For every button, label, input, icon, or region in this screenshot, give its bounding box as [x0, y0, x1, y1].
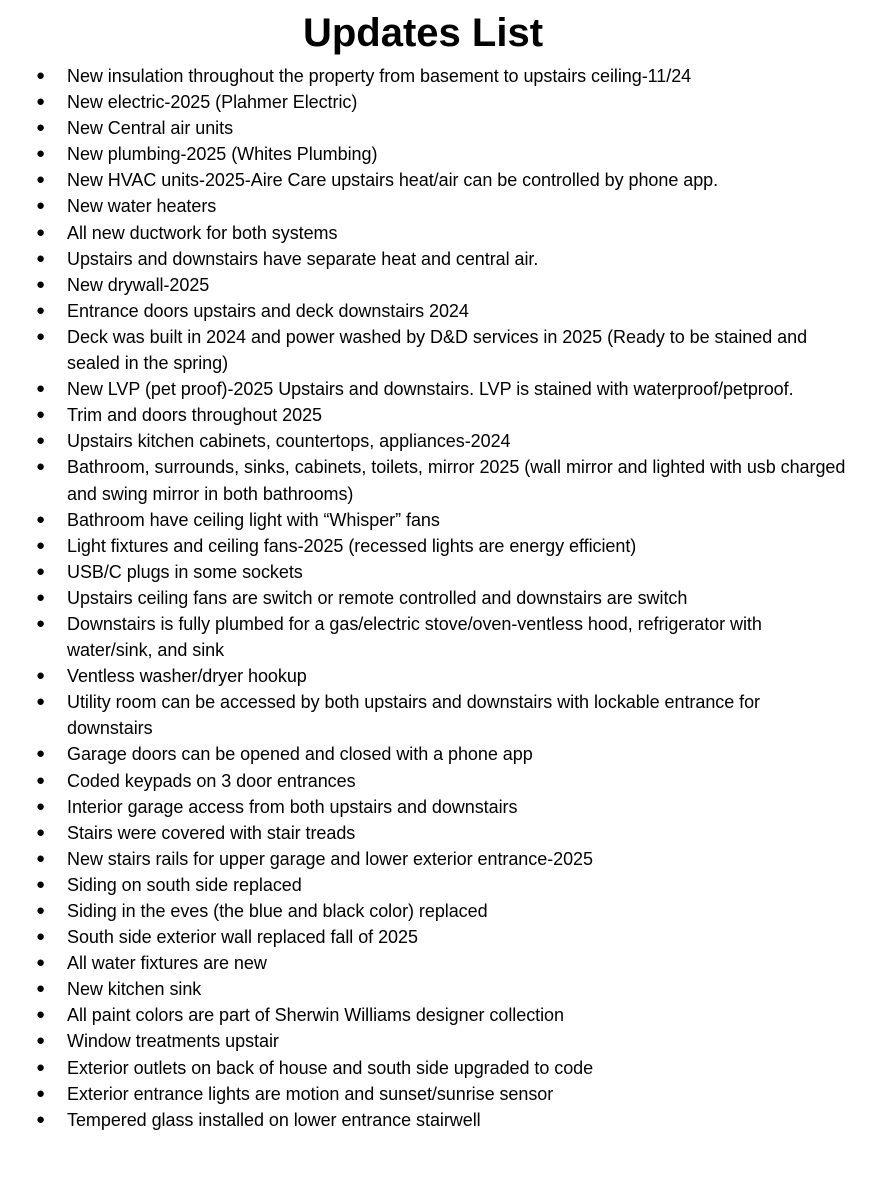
bullet-icon: ● — [36, 145, 46, 163]
bullet-icon: ● — [36, 875, 46, 893]
list-item-text: New insulation throughout the property from basement to upstairs ceiling-11/24 — [67, 66, 692, 86]
list-item — [0, 768, 847, 794]
list-item — [0, 689, 847, 741]
list-item-text: Upstairs kitchen cabinets, countertops, appliances-2024 — [67, 431, 511, 452]
bullet-icon: ● — [36, 275, 46, 293]
bullet-icon: ● — [36, 510, 46, 528]
bullet-icon: ● — [36, 849, 46, 867]
list-item-text: New electric-2025 (Plahmer Electric) — [67, 92, 358, 113]
bullet-icon: ● — [36, 797, 46, 815]
bullet-icon: ● — [36, 667, 46, 685]
list-item — [0, 663, 847, 689]
bullet-icon: ● — [36, 823, 46, 841]
list-item-text: USB/C plugs in some sockets — [67, 561, 303, 582]
list-item — [0, 1107, 847, 1133]
list-item — [0, 402, 847, 428]
bullet-icon: ● — [36, 119, 46, 137]
list-item-text: New LVP (pet proof)-2025 Upstairs and downstairs. LVP is stained with waterproof/petproof. — [67, 379, 794, 400]
list-item-text: All new ductwork for both systems — [67, 222, 338, 243]
list-item — [0, 1055, 847, 1081]
bullet-icon: ● — [36, 954, 46, 972]
bullet-icon: ● — [36, 1084, 46, 1102]
list-item — [0, 559, 847, 585]
list-item-text: Trim and doors throughout 2025 — [67, 405, 322, 426]
list-item-text: Tempered glass installed on lower entrance stairwell — [67, 1109, 481, 1130]
list-item-text: Bathroom have ceiling light with “Whisper” fans — [67, 509, 440, 530]
list-item-text: All paint colors are part of Sherwin Williams designer collection — [67, 1005, 564, 1026]
bullet-icon: ● — [36, 1032, 46, 1050]
list-item — [0, 976, 847, 1002]
bullet-icon: ● — [36, 980, 46, 998]
bullet-icon: ● — [36, 223, 46, 241]
list-item-text: All water fixtures are new — [67, 953, 267, 974]
list-item — [0, 376, 847, 402]
list-item — [0, 820, 847, 846]
list-item — [0, 846, 847, 872]
list-item — [0, 872, 847, 898]
list-item — [0, 1002, 847, 1028]
list-item-text: Bathroom, surrounds, sinks, cabinets, toilets, mirror 2025 (wall mirror and lighted with usb charged and swing mirror in both bathrooms) — [67, 457, 846, 504]
bullet-icon: ● — [36, 745, 46, 763]
list-item-text: Siding in the eves (the blue and black color) replaced — [67, 901, 488, 921]
list-item — [0, 533, 847, 559]
updates-list — [0, 63, 894, 1133]
bullet-icon: ● — [36, 458, 46, 476]
list-item-text: Coded keypads on 3 door entrances — [67, 770, 356, 791]
list-item-text: New HVAC units-2025-Aire Care upstairs heat/air can be controlled by phone app. — [67, 170, 719, 191]
bullet-icon: ● — [36, 327, 46, 345]
bullet-icon: ● — [36, 171, 46, 189]
list-item — [0, 298, 847, 324]
list-item — [0, 220, 847, 246]
list-item-text: South side exterior wall replaced fall of 2025 — [67, 927, 418, 948]
bullet-icon: ● — [36, 380, 46, 398]
list-item-text: Upstairs ceiling fans are switch or remote controlled and downstairs are switch — [67, 587, 688, 608]
list-item — [0, 611, 847, 663]
list-item-text: Downstairs is fully plumbed for a gas/electric stove/oven-ventless hood, refrigerator with water/sink, and sink — [67, 613, 762, 661]
list-item-text: New drywall-2025 — [67, 274, 210, 295]
list-item-text: Interior garage access from both upstairs and downstairs — [67, 796, 518, 817]
list-item — [0, 115, 847, 141]
bullet-icon: ● — [36, 693, 46, 711]
list-item-text: Stairs were covered with stair treads — [67, 822, 356, 843]
list-item — [0, 924, 847, 950]
list-item — [0, 454, 847, 506]
list-item-text: Utility room can be accessed by both upstairs and downstairs with lockable entrance for downstairs — [67, 692, 761, 739]
list-item — [0, 1028, 847, 1054]
bullet-icon: ● — [36, 614, 46, 632]
bullet-icon: ● — [36, 771, 46, 789]
list-item-text: New Central air units — [67, 118, 234, 139]
bullet-icon: ● — [36, 67, 46, 84]
bullet-icon: ● — [36, 197, 46, 215]
list-item — [0, 246, 847, 272]
list-item — [0, 794, 847, 820]
list-item-text: New kitchen sink — [67, 979, 202, 1000]
list-item-text: Light fixtures and ceiling fans-2025 (recessed lights are energy efficient) — [67, 535, 637, 556]
list-item-text: Deck was built in 2024 and power washed by D&D services in 2025 (Ready to be stained and sealed in the spring) — [67, 326, 808, 374]
bullet-icon: ● — [36, 928, 46, 946]
list-item — [0, 741, 847, 767]
list-item — [0, 950, 847, 976]
list-item — [0, 898, 847, 924]
list-item — [0, 507, 847, 533]
bullet-icon: ● — [36, 562, 46, 580]
list-item-text: New plumbing-2025 (Whites Plumbing) — [67, 144, 378, 165]
bullet-icon: ● — [36, 301, 46, 319]
bullet-icon: ● — [36, 249, 46, 267]
list-item — [0, 324, 847, 376]
page-title: Updates List — [302, 11, 544, 55]
bullet-icon: ● — [36, 536, 46, 554]
bullet-icon: ● — [36, 93, 46, 111]
list-item-text: Garage doors can be opened and closed with a phone app — [67, 744, 533, 765]
list-item-text: Ventless washer/dryer hookup — [67, 666, 307, 687]
list-item — [0, 167, 847, 193]
list-item-text: Exterior outlets on back of house and south side upgraded to code — [67, 1057, 594, 1078]
list-item-text: Entrance doors upstairs and deck downstairs 2024 — [67, 300, 469, 321]
list-item-text: Window treatments upstair — [67, 1031, 279, 1052]
list-item-text: Exterior entrance lights are motion and sunset/sunrise sensor — [67, 1083, 554, 1104]
list-item — [0, 193, 847, 219]
list-item-text: New stairs rails for upper garage and lower exterior entrance-2025 — [67, 848, 593, 869]
list-item — [0, 141, 847, 167]
bullet-icon: ● — [36, 902, 46, 919]
list-item-text: Upstairs and downstairs have separate heat and central air. — [67, 248, 539, 269]
bullet-icon: ● — [36, 406, 46, 424]
list-item — [0, 585, 847, 611]
bullet-icon: ● — [36, 432, 46, 450]
list-item — [0, 272, 847, 298]
list-item — [0, 1081, 847, 1107]
bullet-icon: ● — [36, 1006, 46, 1024]
bullet-icon: ● — [36, 1058, 46, 1076]
list-item-text: New water heaters — [67, 196, 217, 217]
list-item-text: Siding on south side replaced — [67, 874, 302, 895]
list-item — [0, 428, 847, 454]
bullet-icon: ● — [36, 588, 46, 606]
list-item — [0, 89, 847, 115]
bullet-icon: ● — [36, 1110, 46, 1128]
list-item — [0, 63, 847, 89]
